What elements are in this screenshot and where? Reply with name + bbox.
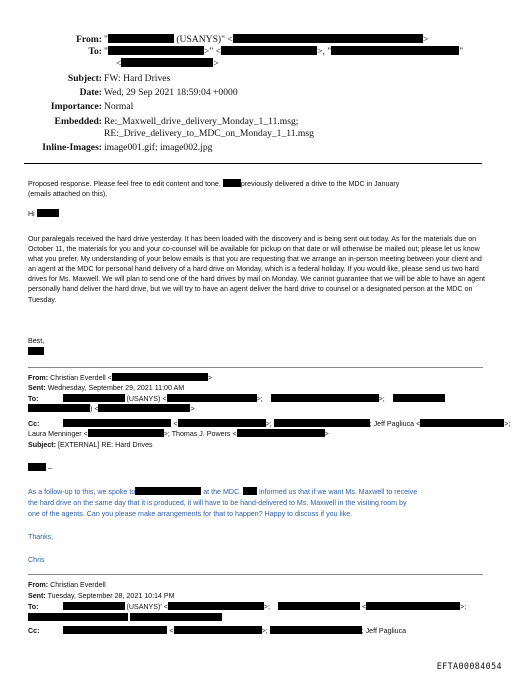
redaction	[221, 46, 317, 55]
redaction	[135, 487, 201, 495]
email1-sent: Sent: Wednesday, September 29, 2021 11:00 AM	[28, 384, 185, 392]
embedded-row: Embedded: Re:_Maxwell_drive_delivery_Monday_1_11.msg;	[54, 116, 299, 127]
redaction	[88, 429, 164, 437]
email1-para-2: the hard drive on the same day that it is produced, it will have to be hand-delivered to Ms. Maxwell in the visiting room by	[28, 499, 407, 507]
redaction	[393, 394, 445, 402]
redaction	[271, 394, 379, 402]
redaction	[98, 404, 190, 412]
redaction	[168, 602, 264, 610]
date: Wed, 29 Sep 2021 18:59:04 +0000	[104, 87, 238, 98]
redaction	[174, 626, 262, 634]
redaction	[331, 46, 459, 55]
inline-images: image001.gif; image002.jpg	[104, 142, 213, 153]
best: Best,	[28, 337, 45, 345]
redaction	[63, 419, 171, 427]
greeting: Hi	[28, 209, 490, 219]
email1-to: To: (USANYS) < >; >;	[28, 394, 490, 404]
inline-images-row: Inline-Images: image001.gif; image002.jpg	[42, 142, 213, 153]
email1-to-2: ) < >	[28, 404, 490, 414]
email2-from: From: Christian Everdell	[28, 581, 106, 589]
redaction	[243, 487, 257, 495]
redaction	[167, 394, 257, 402]
email2-cc: Cc: < >; ; Jeff Pagliuca	[28, 627, 407, 635]
email1-thanks: Thanks,	[28, 533, 54, 541]
date-row: Date: Wed, 29 Sep 2021 18:59:04 +0000	[79, 87, 238, 98]
redaction	[28, 347, 44, 355]
email1-cc: Cc: < >; ; Jeff Pagliuca < >;	[28, 420, 511, 428]
email1-sign: Chris	[28, 556, 45, 564]
email1-para-3: one of the agents. Can you please make arrangements for that to happen? Happy to discuss if you like.	[28, 510, 353, 518]
redaction	[108, 34, 174, 43]
subject: FW: Hard Drives	[104, 73, 171, 84]
email1-cc-2: Laura Menninger < >; Thomas J. Powers < >	[28, 430, 329, 438]
proposed-paragraph: Our paralegals received the hard drive yesterday. It has been loaded with the discovery and is being sent out today. As for the materials due on October 11, the materials for you and your co-counsel will be available for pickup on that date or will otherwise be mailed out; please let us know what you prefer. My understanding of your below emails is that you are requesting that we arrange an in-person meeting between your client and an agent at the MDC for personal hand delivery of a hard drive on Monday, which is a federal holiday. If you would like, please send us two hard drives for Ms. Maxwell. We will plan to send one of the hard drives by mail on Monday. We cannot guarantee that we will be able to have an agent personally hand deliver the hard drive, but we will try to have an agent deliver the hard drive to counsel or a designated person at the MDC on Tuesday.	[28, 235, 486, 304]
redaction	[28, 404, 90, 412]
email1-from: From: Christian Everdell < >	[28, 374, 212, 382]
redaction	[63, 394, 125, 402]
redaction	[270, 626, 362, 634]
redaction	[278, 602, 360, 610]
redaction	[130, 613, 222, 621]
redaction	[223, 179, 241, 187]
redaction	[63, 626, 167, 634]
email1-para-1: As a follow-up to this, we spoke to at the MDC. informed us that if we want Ms. Maxwell to receive	[28, 488, 418, 496]
redaction	[28, 613, 128, 621]
redaction	[112, 373, 208, 381]
email-divider	[28, 367, 483, 368]
embedded-1: Re:_Maxwell_drive_delivery_Monday_1_11.msg;	[104, 116, 299, 127]
to-row: To: " >" < >, " "	[88, 46, 464, 57]
to-label: To:	[88, 46, 102, 57]
subject-row: Subject: FW: Hard Drives	[67, 73, 171, 84]
email1-subject: Subject: [EXTERNAL] RE: Hard Drives	[28, 441, 153, 449]
redaction	[37, 209, 59, 217]
email2-to-2	[28, 613, 490, 623]
document-id: EFTA00084054	[436, 661, 502, 671]
redaction	[233, 34, 423, 43]
importance-row: Importance: Normal	[50, 101, 134, 112]
redaction	[178, 419, 266, 427]
redaction	[237, 429, 325, 437]
importance: Normal	[104, 101, 134, 112]
redaction	[28, 463, 46, 471]
best-sign	[28, 347, 490, 357]
redaction	[121, 58, 213, 67]
header-divider	[24, 163, 482, 164]
redaction	[366, 602, 460, 610]
redaction	[420, 419, 504, 427]
from-row: From: " (USANYS)" < >	[76, 34, 429, 45]
from-label: From:	[76, 34, 102, 45]
to-row-2: < >	[116, 58, 219, 69]
email1-salutation: –	[28, 463, 490, 473]
embedded-row-2	[0, 128, 512, 140]
proposed-line-1: Proposed response. Please feel free to edit content and tone. previously delivered a drive to the MDC in January	[28, 180, 400, 188]
proposed-line-2: (emails attached on this).	[28, 190, 108, 198]
redaction	[63, 602, 125, 610]
email2-to: To: (USANYS)' < >; < >;	[28, 603, 467, 611]
email-divider-2	[28, 574, 483, 575]
email2-sent: Sent: Tuesday, September 28, 2021 10:14 PM	[28, 592, 175, 600]
embedded-2: RE:_Drive_delivery_to_MDC_on_Monday_1_11.msg	[104, 128, 314, 139]
redaction	[108, 46, 204, 55]
redaction	[274, 419, 370, 427]
